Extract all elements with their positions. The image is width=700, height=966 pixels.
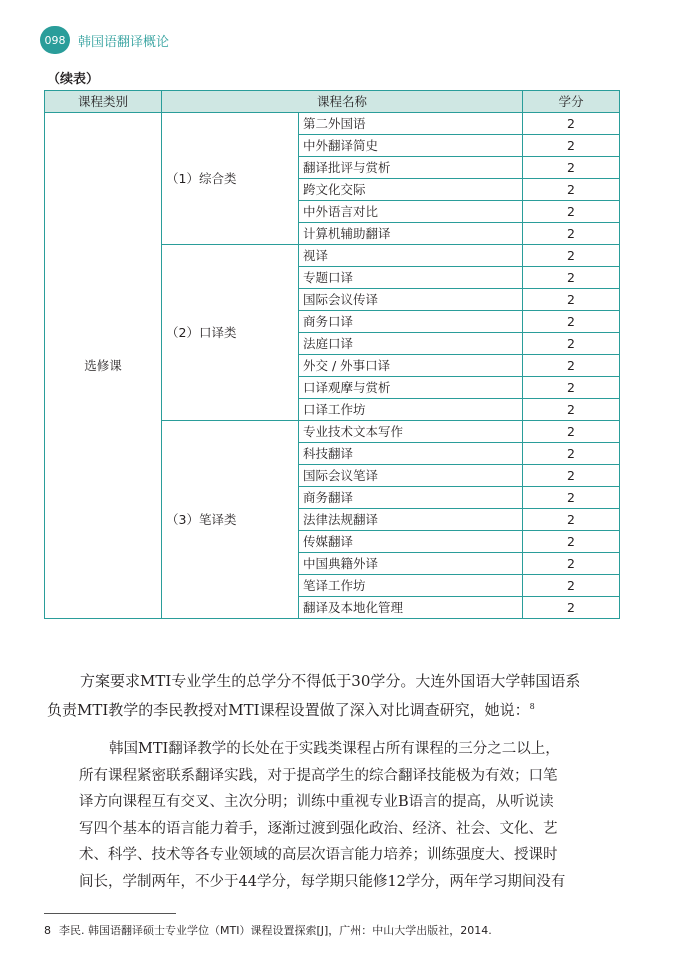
- footnote: [44, 922, 492, 938]
- quote-line: 译方向课程互有交叉、主次分明；训练中重视专业B语言的提高，从听说读: [79, 794, 554, 810]
- course-name-cell: 法律法规翻译: [299, 509, 523, 531]
- quote-line: 所有课程紧密联系翻译实践，对于提高学生的综合翻译技能极为有效；口笔: [79, 767, 558, 784]
- credit-cell: 2: [523, 355, 620, 377]
- header-course-name: 课程名称: [162, 91, 523, 113]
- course-name-cell: 商务翻译: [299, 487, 523, 509]
- course-name-cell: 跨文化交际: [299, 179, 523, 201]
- subcategory-cell: （1）综合类: [162, 113, 299, 245]
- credit-cell: 2: [523, 487, 620, 509]
- quote-line: 韩国MTI翻译教学的长处在于实践类课程占所有课程的三分之二以上，: [109, 741, 560, 757]
- footnote-ref[interactable]: 8: [529, 702, 535, 711]
- credit-cell: 2: [523, 575, 620, 597]
- credit-cell: 2: [523, 311, 620, 333]
- course-name-cell: 中外翻译简史: [299, 135, 523, 157]
- course-name-cell: 传媒翻译: [299, 531, 523, 553]
- course-name-cell: 中外语言对比: [299, 201, 523, 223]
- credit-cell: 2: [523, 553, 620, 575]
- course-name-cell: 翻译批评与赏析: [299, 157, 523, 179]
- course-name-cell: 法庭口译: [299, 333, 523, 355]
- credit-cell: 2: [523, 531, 620, 553]
- credit-cell: 2: [523, 245, 620, 267]
- header-category: 课程类别: [45, 91, 162, 113]
- table-row: [45, 113, 620, 135]
- credit-cell: 2: [523, 267, 620, 289]
- credit-cell: 2: [523, 509, 620, 531]
- table-header-row: [45, 91, 620, 113]
- block-quote: [79, 736, 624, 895]
- header-credit: 学分: [523, 91, 620, 113]
- footnote-divider: [44, 913, 176, 914]
- course-name-cell: 专业技术文本写作: [299, 421, 523, 443]
- credit-cell: 2: [523, 201, 620, 223]
- footnote-text: 李民. 韩国语翻译硕士专业学位（MTI）课程设置探索[J]，广州：中山大学出版社，2014.: [59, 924, 492, 937]
- footnote-number: 8: [44, 924, 51, 937]
- credit-cell: 2: [523, 113, 620, 135]
- page-number-badge: 098: [40, 26, 70, 54]
- credit-cell: 2: [523, 597, 620, 619]
- quote-line: 写四个基本的语言能力着手，逐渐过渡到强化政治、经济、社会、文化、艺: [79, 820, 558, 837]
- quote-line: 间长，学制两年，不少于44学分，每学期只能修12学分，两年学习期间没有: [79, 873, 566, 890]
- course-name-cell: 商务口译: [299, 311, 523, 333]
- subcategory-cell: （2）口译类: [162, 245, 299, 421]
- course-table: [44, 90, 620, 619]
- course-name-cell: 笔译工作坊: [299, 575, 523, 597]
- course-name-cell: 口译工作坊: [299, 399, 523, 421]
- category-cell: 选修课: [45, 113, 162, 619]
- paragraph-line: 方案要求MTI专业学生的总学分不得低于30学分。大连外国语大学韩国语系: [80, 672, 581, 690]
- credit-cell: 2: [523, 223, 620, 245]
- book-title: 韩国语翻译概论: [78, 34, 170, 50]
- quote-line: 术、科学、技术等各专业领域的高层次语言能力培养；训练强度大、授课时: [79, 847, 558, 863]
- body-paragraph: [47, 668, 620, 723]
- course-name-cell: 外交 / 外事口译: [299, 355, 523, 377]
- course-name-cell: 计算机辅助翻译: [299, 223, 523, 245]
- course-name-cell: 科技翻译: [299, 443, 523, 465]
- course-name-cell: 国际会议传译: [299, 289, 523, 311]
- credit-cell: 2: [523, 157, 620, 179]
- course-name-cell: 口译观摩与赏析: [299, 377, 523, 399]
- credit-cell: 2: [523, 135, 620, 157]
- table-caption: （续表）: [47, 72, 100, 87]
- credit-cell: 2: [523, 289, 620, 311]
- subcategory-cell: （3）笔译类: [162, 421, 299, 619]
- credit-cell: 2: [523, 421, 620, 443]
- course-name-cell: 视译: [299, 245, 523, 267]
- paragraph-line: 负责MTI教学的李民教授对MTI课程设置做了深入对比调查研究，她说：: [47, 701, 530, 719]
- course-name-cell: 第二外国语: [299, 113, 523, 135]
- credit-cell: 2: [523, 333, 620, 355]
- credit-cell: 2: [523, 443, 620, 465]
- course-name-cell: 专题口译: [299, 267, 523, 289]
- course-name-cell: 中国典籍外译: [299, 553, 523, 575]
- credit-cell: 2: [523, 377, 620, 399]
- credit-cell: 2: [523, 399, 620, 421]
- credit-cell: 2: [523, 179, 620, 201]
- course-name-cell: 国际会议笔译: [299, 465, 523, 487]
- credit-cell: 2: [523, 465, 620, 487]
- running-header: [40, 26, 169, 54]
- course-name-cell: 翻译及本地化管理: [299, 597, 523, 619]
